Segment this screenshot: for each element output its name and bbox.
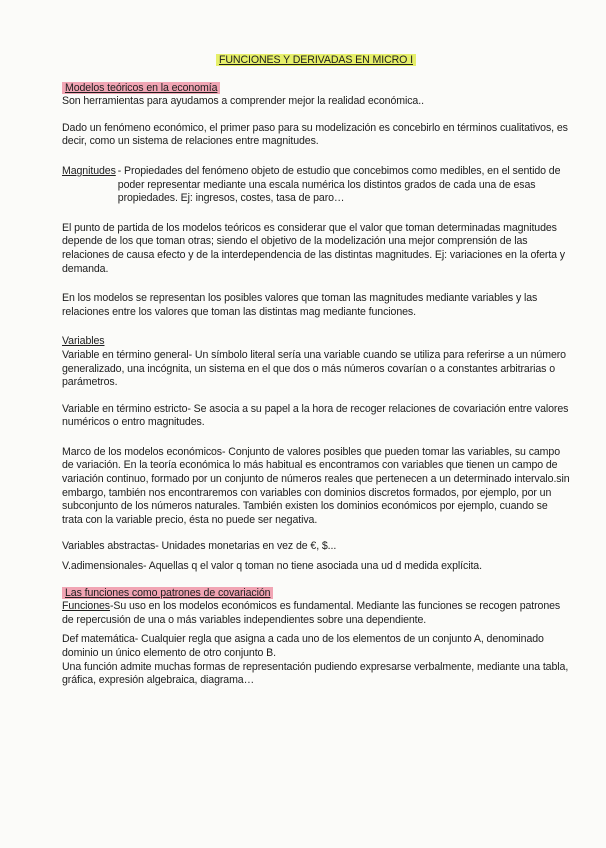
paragraph-variables-abstractas: Variables abstractas- Unidades monetarias en vez de €, $... <box>62 540 337 553</box>
paragraph-modelizacion: Dado un fenómeno económico, el primer paso para su modelización es concebirlo en términos cualitativos, es decir, como un sistema de relaciones entre magnitudes. <box>62 121 568 148</box>
section-heading: Las funciones como patrones de covariación <box>62 587 570 601</box>
intro-paragraph: Son herramientas para ayudamos a comprender mejor la realidad económica.. <box>62 95 424 108</box>
title-text: FUNCIONES Y DERIVADAS EN MICRO I <box>216 54 416 66</box>
section-heading: Variables <box>62 335 105 348</box>
section-modelos <box>62 82 570 320</box>
paragraph-formas-representacion: Una función admite muchas formas de representación pudiendo expresarse verbalmente, mediante una tabla, gráfica, expresión algebraica, diagrama… <box>62 660 569 687</box>
paragraph-punto-partida: El punto de partida de los modelos teóricos es considerar que el valor que toman determinadas magnitudes depende de los que toman otras; siendo el objetivo de la modelización una mejor comprensión de las relaciones de causa efecto y de la interdependencia de las distintas magnitudes. Ej: variaciones en la oferta y demanda. <box>62 221 566 275</box>
definition-text: - Propiedades del fenómeno objeto de estudio que concebimos como medibles, en el sentido de poder representar mediante una escala numérica los distintos grados de cada una de esas propiedades. Ej: ingresos, costes, tasa de paro… <box>117 164 561 205</box>
definition-magnitudes <box>62 165 570 206</box>
paragraph-variable-estricto: Variable en término estricto- Se asocia a su papel a la hora de recoger relaciones de covariación entre valores numéricos o entro magnitudes. <box>62 402 569 429</box>
paragraph-funciones <box>62 600 570 627</box>
definition-text: -Su uso en los modelos económicos es fundamental. Mediante las funciones se recogen patrones de repercusión de una o más variables independientes sobre una dependiente. <box>62 600 561 626</box>
paragraph-variable-general: Variable en término general- Un símbolo literal sería una variable cuando se utiliza para referirse a un número generalizado, una incógnita, un sistema en el que dos o más números covarían o a constantes arbitrarias o parámetros. <box>62 348 566 389</box>
term-funciones: Funciones <box>62 600 110 613</box>
paragraph-marco: Marco de los modelos económicos- Conjunto de valores posibles que pueden tomar las variables, su campo de variación. En la teoría económica lo más habitual es encontramos con variables que tienen un campo de variación continuo, formado por un conjunto de números reales que pertenecen a un determinado intervalo.sin embargo, también nos encontraremos con variables con dominios discretos formados, por ejemplo, por un subconjunto de los números naturales. También existen los dominios económicos por ejemplo, cuando se trata con la variable precio, ésta no puede ser negativa. <box>62 445 570 526</box>
section-variables <box>62 335 570 573</box>
paragraph-def-matematica: Def matemática- Cualquier regla que asigna a cada uno de los elementos de un conjunto A, denominado dominio un único elemento de otro conjunto B. <box>62 633 544 659</box>
paragraph-variables-adimensionales: V.adimensionales- Aquellas q el valor q toman no tiene asociada una ud d medida explícita. <box>62 560 482 573</box>
document-title <box>62 54 570 68</box>
section-heading: Modelos teóricos en la economía <box>62 82 570 96</box>
section-funciones <box>62 587 570 688</box>
term-magnitudes: Magnitudes <box>62 164 116 177</box>
paragraph-representacion: En los modelos se representan los posibles valores que toman las magnitudes mediante variables y las relaciones entre los valores que toman las distintas mag mediante funciones. <box>62 292 538 318</box>
